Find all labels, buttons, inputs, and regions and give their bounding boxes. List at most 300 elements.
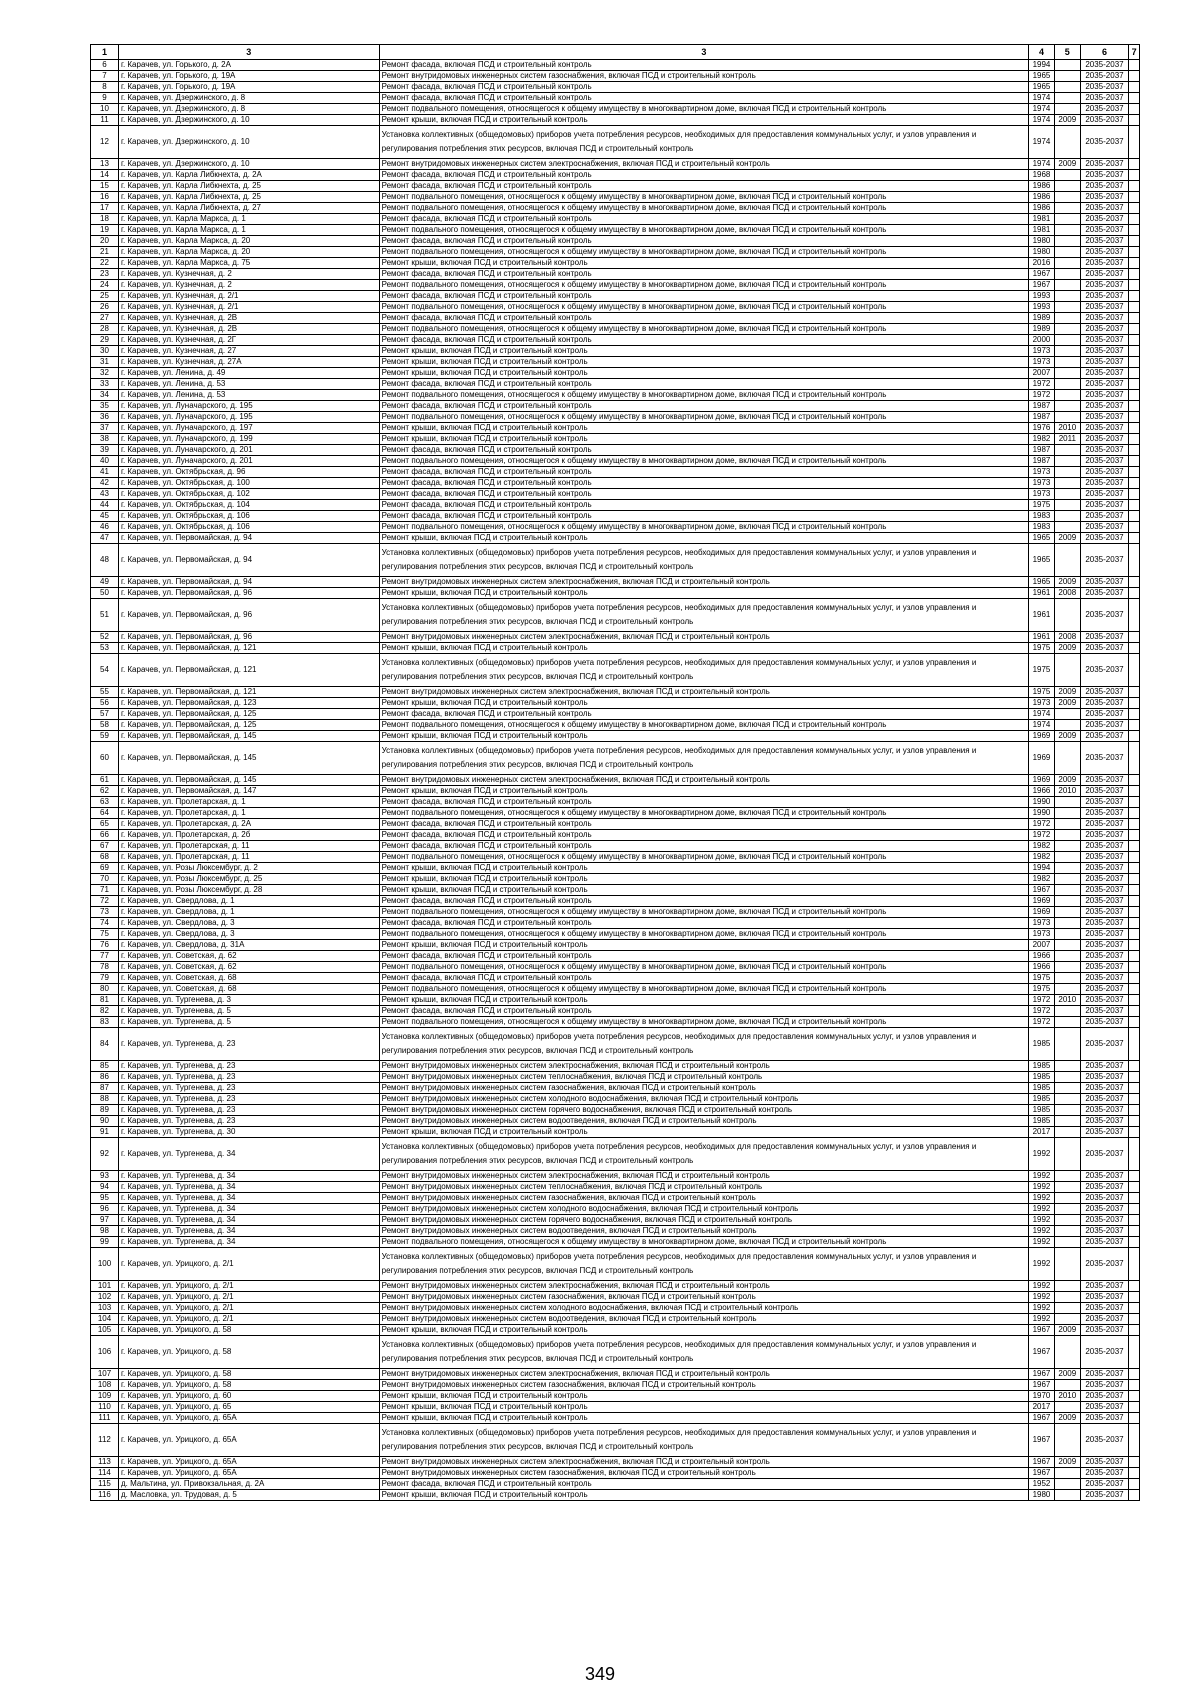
work-description-cell: Ремонт внутридомовых инженерных систем холодного водоснабжения, включая ПСД и строительный контроль <box>379 1204 1028 1215</box>
build-year-cell: 1975 <box>1029 500 1055 511</box>
address-cell: г. Карачев, ул. Тургенева, д. 34 <box>119 1226 380 1237</box>
last-repair-year-cell <box>1054 368 1080 379</box>
work-description-cell: Ремонт фасада, включая ПСД и строительный контроль <box>379 401 1028 412</box>
row-number-cell: 59 <box>91 731 119 742</box>
planned-period-cell: 2035-2037 <box>1080 346 1128 357</box>
row-number-cell: 70 <box>91 874 119 885</box>
address-cell: г. Карачев, ул. Тургенева, д. 34 <box>119 1193 380 1204</box>
extra-cell <box>1129 588 1140 599</box>
row-number-cell: 28 <box>91 324 119 335</box>
build-year-cell: 1969 <box>1029 731 1055 742</box>
planned-period-cell: 2035-2037 <box>1080 984 1128 995</box>
planned-period-cell: 2035-2037 <box>1080 918 1128 929</box>
row-number-cell: 82 <box>91 1006 119 1017</box>
build-year-cell: 1967 <box>1029 269 1055 280</box>
work-description-cell: Ремонт подвального помещения, относящегося к общему имуществу в многоквартирном доме, включая ПСД и строительный контроль <box>379 852 1028 863</box>
table-row <box>91 313 1140 324</box>
planned-period-cell: 2035-2037 <box>1080 698 1128 709</box>
extra-cell <box>1129 71 1140 82</box>
row-number-cell: 41 <box>91 467 119 478</box>
planned-period-cell: 2035-2037 <box>1080 1072 1128 1083</box>
table-row <box>91 192 1140 203</box>
build-year-cell: 1994 <box>1029 863 1055 874</box>
address-cell: г. Карачев, ул. Карла Либкнехта, д. 27 <box>119 203 380 214</box>
address-cell: г. Карачев, ул. Кузнечная, д. 27 <box>119 346 380 357</box>
last-repair-year-cell: 2009 <box>1054 698 1080 709</box>
build-year-cell: 1972 <box>1029 995 1055 1006</box>
table-row <box>91 918 1140 929</box>
work-description-cell: Ремонт внутридомовых инженерных систем водоотведения, включая ПСД и строительный контроль <box>379 1226 1028 1237</box>
extra-cell <box>1129 720 1140 731</box>
build-year-cell: 1969 <box>1029 775 1055 786</box>
address-cell: г. Карачев, ул. Луначарского, д. 199 <box>119 434 380 445</box>
planned-period-cell: 2035-2037 <box>1080 247 1128 258</box>
work-description-cell: Ремонт крыши, включая ПСД и строительный контроль <box>379 863 1028 874</box>
build-year-cell: 1967 <box>1029 1457 1055 1468</box>
extra-cell <box>1129 1303 1140 1314</box>
last-repair-year-cell <box>1054 1468 1080 1479</box>
build-year-cell: 1986 <box>1029 181 1055 192</box>
table-row <box>91 1336 1140 1369</box>
last-repair-year-cell <box>1054 1193 1080 1204</box>
planned-period-cell: 2035-2037 <box>1080 445 1128 456</box>
row-number-cell: 115 <box>91 1479 119 1490</box>
table-row <box>91 808 1140 819</box>
address-cell: г. Карачев, ул. Тургенева, д. 23 <box>119 1083 380 1094</box>
row-number-cell: 71 <box>91 885 119 896</box>
table-row <box>91 863 1140 874</box>
table-row <box>91 951 1140 962</box>
row-number-cell: 112 <box>91 1424 119 1457</box>
row-number-cell: 22 <box>91 258 119 269</box>
planned-period-cell: 2035-2037 <box>1080 203 1128 214</box>
build-year-cell: 1972 <box>1029 830 1055 841</box>
build-year-cell: 1970 <box>1029 1391 1055 1402</box>
address-cell: г. Карачев, ул. Карла Либкнехта, д. 25 <box>119 192 380 203</box>
extra-cell <box>1129 984 1140 995</box>
row-number-cell: 43 <box>91 489 119 500</box>
build-year-cell: 1974 <box>1029 159 1055 170</box>
table-row <box>91 335 1140 346</box>
last-repair-year-cell: 2010 <box>1054 786 1080 797</box>
address-cell: г. Карачев, ул. Первомайская, д. 145 <box>119 742 380 775</box>
build-year-cell: 1967 <box>1029 885 1055 896</box>
planned-period-cell: 2035-2037 <box>1080 1369 1128 1380</box>
address-cell: г. Карачев, ул. Тургенева, д. 5 <box>119 1006 380 1017</box>
table-row <box>91 93 1140 104</box>
work-description-cell: Ремонт внутридомовых инженерных систем электроснабжения, включая ПСД и строительный контроль <box>379 687 1028 698</box>
table-row <box>91 1479 1140 1490</box>
planned-period-cell: 2035-2037 <box>1080 1303 1128 1314</box>
table-row <box>91 1171 1140 1182</box>
row-number-cell: 42 <box>91 478 119 489</box>
table-row <box>91 720 1140 731</box>
planned-period-cell: 2035-2037 <box>1080 1138 1128 1171</box>
build-year-cell: 1967 <box>1029 1336 1055 1369</box>
row-number-cell: 83 <box>91 1017 119 1028</box>
extra-cell <box>1129 1127 1140 1138</box>
work-description-cell: Ремонт крыши, включая ПСД и строительный контроль <box>379 346 1028 357</box>
work-description-cell: Установка коллективных (общедомовых) приборов учета потребления ресурсов, необходимых для предоставления коммунальных услуг, и узлов управления и регулирования потребления этих ресурсов, включая ПСД и строительный контроль <box>379 1248 1028 1281</box>
last-repair-year-cell <box>1054 885 1080 896</box>
extra-cell <box>1129 280 1140 291</box>
extra-cell <box>1129 214 1140 225</box>
table-row <box>91 1314 1140 1325</box>
table-row <box>91 1193 1140 1204</box>
planned-period-cell: 2035-2037 <box>1080 280 1128 291</box>
extra-cell <box>1129 1083 1140 1094</box>
last-repair-year-cell <box>1054 181 1080 192</box>
extra-cell <box>1129 819 1140 830</box>
address-cell: г. Карачев, ул. Урицкого, д. 58 <box>119 1369 380 1380</box>
header-row <box>91 45 1140 60</box>
extra-cell <box>1129 82 1140 93</box>
extra-cell <box>1129 929 1140 940</box>
extra-cell <box>1129 1116 1140 1127</box>
build-year-cell: 1987 <box>1029 445 1055 456</box>
planned-period-cell: 2035-2037 <box>1080 907 1128 918</box>
address-cell: г. Карачев, ул. Октябрьская, д. 96 <box>119 467 380 478</box>
extra-cell <box>1129 918 1140 929</box>
last-repair-year-cell <box>1054 401 1080 412</box>
work-description-cell: Ремонт фасада, включая ПСД и строительный контроль <box>379 445 1028 456</box>
last-repair-year-cell <box>1054 214 1080 225</box>
row-number-cell: 10 <box>91 104 119 115</box>
table-row <box>91 687 1140 698</box>
last-repair-year-cell <box>1054 1281 1080 1292</box>
table-row <box>91 511 1140 522</box>
work-description-cell: Ремонт внутридомовых инженерных систем горячего водоснабжения, включая ПСД и строительный контроль <box>379 1105 1028 1116</box>
row-number-cell: 102 <box>91 1292 119 1303</box>
row-number-cell: 106 <box>91 1336 119 1369</box>
work-description-cell: Ремонт внутридомовых инженерных систем холодного водоснабжения, включая ПСД и строительный контроль <box>379 1094 1028 1105</box>
build-year-cell: 1974 <box>1029 93 1055 104</box>
table-row <box>91 819 1140 830</box>
row-number-cell: 37 <box>91 423 119 434</box>
work-description-cell: Ремонт внутридомовых инженерных систем электроснабжения, включая ПСД и строительный контроль <box>379 632 1028 643</box>
build-year-cell: 1966 <box>1029 962 1055 973</box>
address-cell: г. Карачев, ул. Тургенева, д. 34 <box>119 1171 380 1182</box>
address-cell: г. Карачев, ул. Свердлова, д. 31А <box>119 940 380 951</box>
planned-period-cell: 2035-2037 <box>1080 225 1128 236</box>
planned-period-cell: 2035-2037 <box>1080 1468 1128 1479</box>
build-year-cell: 1993 <box>1029 302 1055 313</box>
row-number-cell: 66 <box>91 830 119 841</box>
table-row <box>91 434 1140 445</box>
row-number-cell: 30 <box>91 346 119 357</box>
work-description-cell: Ремонт фасада, включая ПСД и строительный контроль <box>379 335 1028 346</box>
last-repair-year-cell: 2009 <box>1054 577 1080 588</box>
work-description-cell: Ремонт внутридомовых инженерных систем водоотведения, включая ПСД и строительный контроль <box>379 1314 1028 1325</box>
address-cell: г. Карачев, ул. Первомайская, д. 94 <box>119 533 380 544</box>
address-cell: г. Карачев, ул. Первомайская, д. 96 <box>119 632 380 643</box>
extra-cell <box>1129 456 1140 467</box>
build-year-cell: 2007 <box>1029 368 1055 379</box>
last-repair-year-cell <box>1054 940 1080 951</box>
address-cell: г. Карачев, ул. Октябрьская, д. 102 <box>119 489 380 500</box>
planned-period-cell: 2035-2037 <box>1080 1413 1128 1424</box>
row-number-cell: 72 <box>91 896 119 907</box>
row-number-cell: 51 <box>91 599 119 632</box>
planned-period-cell: 2035-2037 <box>1080 786 1128 797</box>
address-cell: г. Карачев, ул. Советская, д. 62 <box>119 962 380 973</box>
address-cell: г. Карачев, ул. Карла Маркса, д. 1 <box>119 225 380 236</box>
last-repair-year-cell <box>1054 797 1080 808</box>
planned-period-cell: 2035-2037 <box>1080 852 1128 863</box>
build-year-cell: 1965 <box>1029 577 1055 588</box>
last-repair-year-cell <box>1054 489 1080 500</box>
row-number-cell: 88 <box>91 1094 119 1105</box>
row-number-cell: 33 <box>91 379 119 390</box>
work-description-cell: Ремонт крыши, включая ПСД и строительный контроль <box>379 786 1028 797</box>
planned-period-cell: 2035-2037 <box>1080 302 1128 313</box>
row-number-cell: 45 <box>91 511 119 522</box>
last-repair-year-cell <box>1054 1380 1080 1391</box>
row-number-cell: 109 <box>91 1391 119 1402</box>
address-cell: г. Карачев, ул. Первомайская, д. 94 <box>119 577 380 588</box>
planned-period-cell: 2035-2037 <box>1080 357 1128 368</box>
address-cell: г. Карачев, ул. Первомайская, д. 147 <box>119 786 380 797</box>
extra-cell <box>1129 423 1140 434</box>
table-row <box>91 1248 1140 1281</box>
work-description-cell: Ремонт подвального помещения, относящегося к общему имуществу в многоквартирном доме, включая ПСД и строительный контроль <box>379 720 1028 731</box>
planned-period-cell: 2035-2037 <box>1080 962 1128 973</box>
build-year-cell: 1961 <box>1029 599 1055 632</box>
table-row <box>91 599 1140 632</box>
row-number-cell: 27 <box>91 313 119 324</box>
work-description-cell: Ремонт подвального помещения, относящегося к общему имуществу в многоквартирном доме, включая ПСД и строительный контроль <box>379 984 1028 995</box>
last-repair-year-cell <box>1054 1314 1080 1325</box>
address-cell: г. Карачев, ул. Луначарского, д. 201 <box>119 456 380 467</box>
extra-cell <box>1129 731 1140 742</box>
planned-period-cell: 2035-2037 <box>1080 1105 1128 1116</box>
build-year-cell: 1967 <box>1029 1424 1055 1457</box>
extra-cell <box>1129 1369 1140 1380</box>
build-year-cell: 1990 <box>1029 808 1055 819</box>
work-description-cell: Ремонт фасада, включая ПСД и строительный контроль <box>379 841 1028 852</box>
work-description-cell: Ремонт фасада, включая ПСД и строительный контроль <box>379 379 1028 390</box>
build-year-cell: 1967 <box>1029 280 1055 291</box>
build-year-cell: 1987 <box>1029 401 1055 412</box>
build-year-cell: 1994 <box>1029 60 1055 71</box>
extra-cell <box>1129 797 1140 808</box>
build-year-cell: 1965 <box>1029 544 1055 577</box>
last-repair-year-cell <box>1054 1072 1080 1083</box>
row-number-cell: 8 <box>91 82 119 93</box>
work-description-cell: Ремонт подвального помещения, относящегося к общему имуществу в многоквартирном доме, включая ПСД и строительный контроль <box>379 390 1028 401</box>
address-cell: г. Карачев, ул. Кузнечная, д. 2В <box>119 324 380 335</box>
build-year-cell: 1965 <box>1029 71 1055 82</box>
work-description-cell: Ремонт фасада, включая ПСД и строительный контроль <box>379 830 1028 841</box>
table-row <box>91 797 1140 808</box>
address-cell: г. Карачев, ул. Тургенева, д. 34 <box>119 1138 380 1171</box>
last-repair-year-cell <box>1054 819 1080 830</box>
extra-cell <box>1129 511 1140 522</box>
planned-period-cell: 2035-2037 <box>1080 1325 1128 1336</box>
address-cell: г. Карачев, ул. Свердлова, д. 1 <box>119 896 380 907</box>
extra-cell <box>1129 1094 1140 1105</box>
build-year-cell: 1969 <box>1029 896 1055 907</box>
last-repair-year-cell <box>1054 126 1080 159</box>
table-row <box>91 1138 1140 1171</box>
table-row <box>91 577 1140 588</box>
address-cell: г. Карачев, ул. Тургенева, д. 23 <box>119 1094 380 1105</box>
row-number-cell: 57 <box>91 709 119 720</box>
planned-period-cell: 2035-2037 <box>1080 1479 1128 1490</box>
last-repair-year-cell <box>1054 1237 1080 1248</box>
extra-cell <box>1129 1072 1140 1083</box>
address-cell: г. Карачев, ул. Урицкого, д. 65 <box>119 1402 380 1413</box>
address-cell: г. Карачев, ул. Луначарского, д. 201 <box>119 445 380 456</box>
row-number-cell: 92 <box>91 1138 119 1171</box>
work-description-cell: Установка коллективных (общедомовых) приборов учета потребления ресурсов, необходимых для предоставления коммунальных услуг, и узлов управления и регулирования потребления этих ресурсов, включая ПСД и строительный контроль <box>379 1424 1028 1457</box>
build-year-cell: 1992 <box>1029 1248 1055 1281</box>
last-repair-year-cell: 2009 <box>1054 115 1080 126</box>
last-repair-year-cell: 2009 <box>1054 687 1080 698</box>
extra-cell <box>1129 599 1140 632</box>
last-repair-year-cell <box>1054 841 1080 852</box>
build-year-cell: 1992 <box>1029 1138 1055 1171</box>
address-cell: г. Карачев, ул. Пролетарская, д. 11 <box>119 852 380 863</box>
address-cell: г. Карачев, ул. Кузнечная, д. 2 <box>119 269 380 280</box>
table-row <box>91 170 1140 181</box>
last-repair-year-cell <box>1054 951 1080 962</box>
extra-cell <box>1129 1006 1140 1017</box>
last-repair-year-cell <box>1054 1204 1080 1215</box>
extra-cell <box>1129 1402 1140 1413</box>
build-year-cell: 1969 <box>1029 907 1055 918</box>
table-row <box>91 412 1140 423</box>
work-description-cell: Ремонт внутридомовых инженерных систем газоснабжения, включая ПСД и строительный контроль <box>379 1083 1028 1094</box>
last-repair-year-cell <box>1054 357 1080 368</box>
build-year-cell: 1983 <box>1029 522 1055 533</box>
work-description-cell: Ремонт фасада, включая ПСД и строительный контроль <box>379 1006 1028 1017</box>
extra-cell <box>1129 874 1140 885</box>
table-row <box>91 302 1140 313</box>
extra-cell <box>1129 1105 1140 1116</box>
last-repair-year-cell <box>1054 1094 1080 1105</box>
planned-period-cell: 2035-2037 <box>1080 1204 1128 1215</box>
address-cell: г. Карачев, ул. Урицкого, д. 60 <box>119 1391 380 1402</box>
row-number-cell: 64 <box>91 808 119 819</box>
table-row <box>91 1303 1140 1314</box>
build-year-cell: 1961 <box>1029 632 1055 643</box>
address-cell: г. Карачев, ул. Урицкого, д. 58 <box>119 1325 380 1336</box>
work-description-cell: Ремонт фасада, включая ПСД и строительный контроль <box>379 236 1028 247</box>
planned-period-cell: 2035-2037 <box>1080 544 1128 577</box>
planned-period-cell: 2035-2037 <box>1080 82 1128 93</box>
planned-period-cell: 2035-2037 <box>1080 1193 1128 1204</box>
row-number-cell: 55 <box>91 687 119 698</box>
address-cell: г. Карачев, ул. Кузнечная, д. 2В <box>119 313 380 324</box>
work-description-cell: Ремонт крыши, включая ПСД и строительный контроль <box>379 357 1028 368</box>
build-year-cell: 1975 <box>1029 984 1055 995</box>
last-repair-year-cell: 2009 <box>1054 533 1080 544</box>
row-number-cell: 96 <box>91 1204 119 1215</box>
row-number-cell: 6 <box>91 60 119 71</box>
last-repair-year-cell: 2009 <box>1054 1325 1080 1336</box>
row-number-cell: 49 <box>91 577 119 588</box>
table-row <box>91 1490 1140 1501</box>
extra-cell <box>1129 1204 1140 1215</box>
table-row <box>91 1226 1140 1237</box>
extra-cell <box>1129 434 1140 445</box>
extra-cell <box>1129 269 1140 280</box>
extra-cell <box>1129 302 1140 313</box>
table-row <box>91 885 1140 896</box>
row-number-cell: 18 <box>91 214 119 225</box>
extra-cell <box>1129 885 1140 896</box>
address-cell: г. Карачев, ул. Урицкого, д. 2/1 <box>119 1292 380 1303</box>
address-cell: г. Карачев, ул. Урицкого, д. 58 <box>119 1336 380 1369</box>
header-cell: 1 <box>91 45 119 60</box>
build-year-cell: 1992 <box>1029 1237 1055 1248</box>
row-number-cell: 110 <box>91 1402 119 1413</box>
address-cell: г. Карачев, ул. Пролетарская, д. 1 <box>119 808 380 819</box>
table-row <box>91 291 1140 302</box>
address-cell: г. Карачев, ул. Дзержинского, д. 10 <box>119 115 380 126</box>
table-row <box>91 60 1140 71</box>
work-description-cell: Ремонт фасада, включая ПСД и строительный контроль <box>379 181 1028 192</box>
table-row <box>91 962 1140 973</box>
address-cell: г. Карачев, ул. Урицкого, д. 58 <box>119 1380 380 1391</box>
extra-cell <box>1129 1479 1140 1490</box>
address-cell: г. Карачев, ул. Урицкого, д. 2/1 <box>119 1314 380 1325</box>
address-cell: г. Карачев, ул. Кузнечная, д. 2Г <box>119 335 380 346</box>
extra-cell <box>1129 126 1140 159</box>
address-cell: г. Карачев, ул. Первомайская, д. 145 <box>119 731 380 742</box>
page-number: 349 <box>584 1664 616 1684</box>
planned-period-cell: 2035-2037 <box>1080 1226 1128 1237</box>
row-number-cell: 108 <box>91 1380 119 1391</box>
row-number-cell: 19 <box>91 225 119 236</box>
row-number-cell: 69 <box>91 863 119 874</box>
work-description-cell: Ремонт подвального помещения, относящегося к общему имуществу в многоквартирном доме, включая ПСД и строительный контроль <box>379 192 1028 203</box>
extra-cell <box>1129 940 1140 951</box>
table-row <box>91 390 1140 401</box>
row-number-cell: 90 <box>91 1116 119 1127</box>
planned-period-cell: 2035-2037 <box>1080 1402 1128 1413</box>
build-year-cell: 1985 <box>1029 1061 1055 1072</box>
row-number-cell: 11 <box>91 115 119 126</box>
address-cell: г. Карачев, ул. Первомайская, д. 125 <box>119 720 380 731</box>
work-description-cell: Ремонт фасада, включая ПСД и строительный контроль <box>379 797 1028 808</box>
address-cell: г. Карачев, ул. Тургенева, д. 23 <box>119 1028 380 1061</box>
address-cell: г. Карачев, ул. Первомайская, д. 145 <box>119 775 380 786</box>
build-year-cell: 1973 <box>1029 346 1055 357</box>
table-row <box>91 214 1140 225</box>
table-row <box>91 1237 1140 1248</box>
table-row <box>91 973 1140 984</box>
planned-period-cell: 2035-2037 <box>1080 885 1128 896</box>
planned-period-cell: 2035-2037 <box>1080 335 1128 346</box>
work-description-cell: Установка коллективных (общедомовых) приборов учета потребления ресурсов, необходимых для предоставления коммунальных услуг, и узлов управления и регулирования потребления этих ресурсов, включая ПСД и строительный контроль <box>379 1028 1028 1061</box>
row-number-cell: 80 <box>91 984 119 995</box>
work-description-cell: Ремонт подвального помещения, относящегося к общему имуществу в многоквартирном доме, включая ПСД и строительный контроль <box>379 280 1028 291</box>
row-number-cell: 7 <box>91 71 119 82</box>
row-number-cell: 40 <box>91 456 119 467</box>
row-number-cell: 81 <box>91 995 119 1006</box>
table-row <box>91 324 1140 335</box>
table-row <box>91 1105 1140 1116</box>
table-row <box>91 1391 1140 1402</box>
build-year-cell: 1992 <box>1029 1182 1055 1193</box>
planned-period-cell: 2035-2037 <box>1080 456 1128 467</box>
address-cell: г. Карачев, ул. Тургенева, д. 3 <box>119 995 380 1006</box>
table-row <box>91 1424 1140 1457</box>
last-repair-year-cell <box>1054 742 1080 775</box>
last-repair-year-cell <box>1054 192 1080 203</box>
